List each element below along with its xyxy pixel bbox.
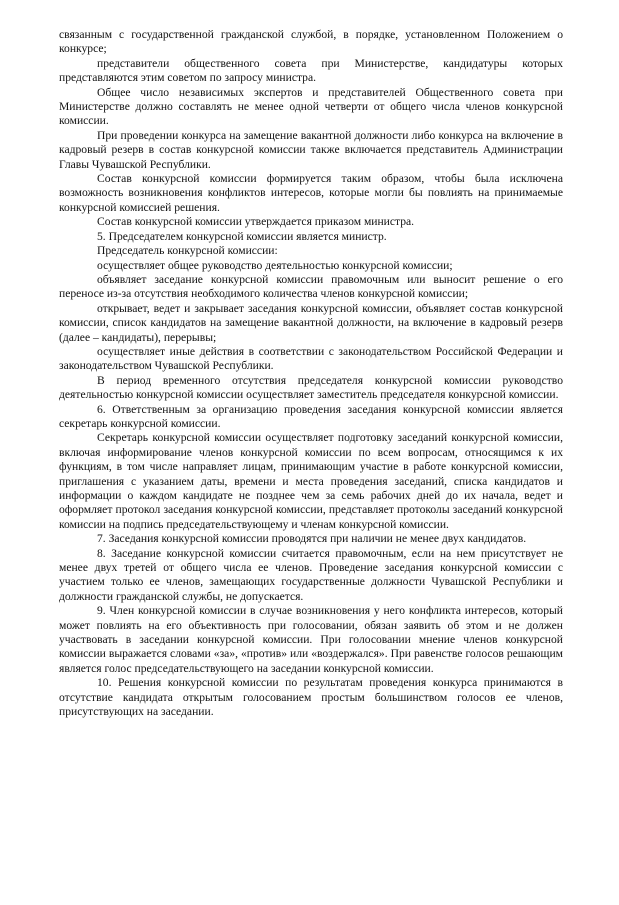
paragraph-item-9: 9. Член конкурсной комиссии в случае возникновения у него конфликта интересов, который может повлиять на его объективность при голосовании, обязан заявить об этом и не должен участвовать в заседании конкурсной комиссии. При голосовании мнение членов конкурсной комиссии выражается словами «за», «против» или «воздержался». При равенстве голосов решающим является голос председательствующего на заседании конкурсной комиссии.	[59, 604, 563, 675]
paragraph-composition-approval: Состав конкурсной комиссии утверждается приказом министра.	[97, 215, 415, 229]
paragraph-item-5: 5. Председателем конкурсной комиссии является министр.	[97, 229, 387, 243]
paragraph-conflict-exclusion: Состав конкурсной комиссии формируется таким образом, чтобы была исключена возможность возникновения конфликтов интересов, которые могли бы повлиять на принимаемые конкурсной комиссией решения.	[59, 172, 563, 214]
paragraph-chairman-duty-3: открывает, ведет и закрывает заседания конкурсной комиссии, объявляет состав конкурсной комиссии, список кандидатов на замещение вакантной должности, на включение в кадровый резерв (далее – кандидаты), перерывы;	[59, 301, 563, 344]
paragraph-public-council: представители общественного совета при Министерстве, кандидатуры которых представляются этим советом по запросу министра.	[59, 56, 563, 85]
paragraph-chairman-heading: Председатель конкурсной комиссии:	[97, 244, 278, 258]
paragraph-experts-share: Общее число независимых экспертов и представителей Общественного совета при Министерстве должно составлять не менее одной четверти от общего числа членов конкурсной комиссии.	[59, 85, 563, 128]
paragraph-item-6: 6. Ответственным за организацию проведения заседания конкурсной комиссии является секретарь конкурсной комиссии.	[59, 402, 563, 430]
paragraph-chairman-duty-1: осуществляет общее руководство деятельностью конкурсной комиссии;	[97, 258, 453, 272]
paragraph-deputy: В период временного отсутствия председателя конкурсной комиссии руководство деятельностью конкурсной комиссии осуществляет заместитель председателя конкурсной комиссии.	[59, 373, 563, 402]
paragraph-item-8: 8. Заседание конкурсной комиссии считается правомочным, если на нем присутствует не менее двух третей от общего числа ее членов. Проведение заседания конкурсной комиссии с участием только ее членов, замещающих государственные должности Чувашской Республики и должности гражданской службы, не допускается.	[59, 546, 563, 603]
paragraph-item-7: 7. Заседания конкурсной комиссии проводятся при наличии не менее двух кандидатов.	[97, 532, 527, 546]
paragraph-continuation: связанным с государственной гражданской службой, в порядке, установленном Положением о конкурсе;	[59, 28, 563, 56]
paragraph-administration-rep: При проведении конкурса на замещение вакантной должности либо конкурса на включение в кадровый резерв в состав конкурсной комиссии также включается представитель Администрации Главы Чувашской Республики.	[59, 128, 563, 171]
paragraph-chairman-duty-2: объявляет заседание конкурсной комиссии правомочным или выносит решение о его переносе из-за отсутствия необходимого количества членов конкурсной комиссии;	[59, 272, 563, 301]
paragraph-secretary: Секретарь конкурсной комиссии осуществляет подготовку заседаний конкурсной комиссии, включая информирование членов конкурсной комиссии по всем вопросам, относящимся к их функциям, в том числе направляет лицам, принимающим участие в работе конкурсной комиссии, приглашения с указанием даты, времени и места проведения заседаний, списка кандидатов и информации о каждом кандидате не позднее чем за семь рабочих дней до их начала, ведет и оформляет протокол заседания конкурсной комиссии, представляет протоколы заседаний конкурсной комиссии на подпись председательствующему и членам конкурсной комиссии.	[59, 431, 563, 531]
paragraph-chairman-duty-4: осуществляет иные действия в соответствии с законодательством Российской Федерации и законодательством Чувашской Республики.	[59, 344, 563, 373]
paragraph-item-10: 10. Решения конкурсной комиссии по результатам проведения конкурса принимаются в отсутствие кандидата открытым голосованием простым большинством голосов ее членов, присутствующих на заседании.	[59, 676, 563, 719]
document-page	[59, 28, 563, 720]
